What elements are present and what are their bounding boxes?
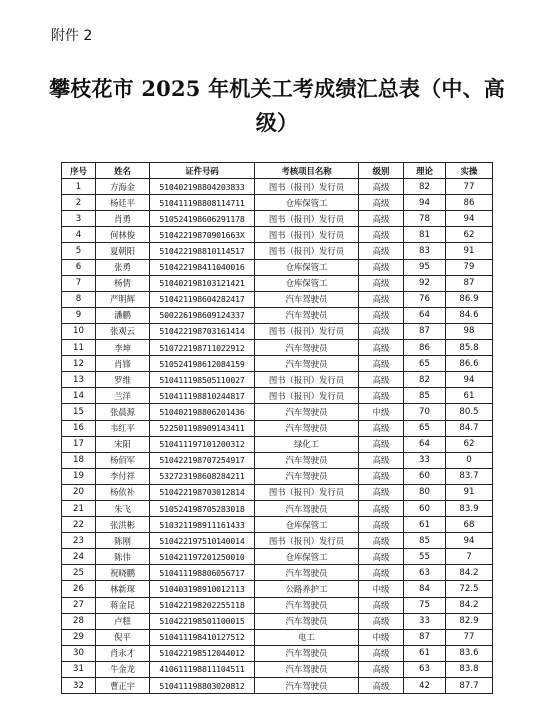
row-project: 图书（报刊）发行员 <box>255 211 359 227</box>
row-project: 汽车驾驶员 <box>255 678 359 694</box>
row-level: 高级 <box>359 645 404 661</box>
row-level: 高级 <box>359 678 404 694</box>
row-practice-score: 86.9 <box>446 291 493 307</box>
row-theory-score: 70 <box>404 404 446 420</box>
row-serial: 9 <box>62 307 96 323</box>
row-project: 公路养护工 <box>255 581 359 597</box>
row-serial: 16 <box>62 420 96 436</box>
row-project: 汽车驾驶员 <box>255 404 359 420</box>
row-serial: 21 <box>62 500 96 516</box>
row-name: 牛金龙 <box>96 661 150 677</box>
row-name: 宋阳 <box>96 436 150 452</box>
row-name: 陈伟 <box>96 549 150 565</box>
row-id-number: 510402198103121421 <box>150 275 255 291</box>
row-serial: 29 <box>62 629 96 645</box>
row-level: 高级 <box>359 549 404 565</box>
row-level: 中级 <box>359 404 404 420</box>
row-level: 高级 <box>359 452 404 468</box>
table-body <box>62 179 493 694</box>
row-id-number: 510321198911161433 <box>150 517 255 533</box>
row-project: 汽车驾驶员 <box>255 565 359 581</box>
row-project: 仓库保管工 <box>255 275 359 291</box>
row-id-number: 510403198910012113 <box>150 581 255 597</box>
row-practice-score: 83.7 <box>446 468 493 484</box>
row-id-number: 510422198703012814 <box>150 484 255 500</box>
row-level: 高级 <box>359 307 404 323</box>
table-row <box>62 259 493 275</box>
row-level: 高级 <box>359 195 404 211</box>
row-theory-score: 61 <box>404 517 446 533</box>
row-project: 图书（报刊）发行员 <box>255 484 359 500</box>
table-row <box>62 291 493 307</box>
row-name: 肖永才 <box>96 645 150 661</box>
row-serial: 3 <box>62 211 96 227</box>
table-row <box>62 468 493 484</box>
row-id-number: 510524198612084159 <box>150 356 255 372</box>
row-practice-score: 94 <box>446 211 493 227</box>
row-id-number: 510524198606291178 <box>150 211 255 227</box>
row-practice-score: 86 <box>446 195 493 211</box>
row-name: 方海金 <box>96 179 150 195</box>
row-id-number: 510422198202255118 <box>150 597 255 613</box>
row-id-number: 510422198411040016 <box>150 259 255 275</box>
row-theory-score: 81 <box>404 227 446 243</box>
row-project: 仓库保管工 <box>255 195 359 211</box>
row-name: 潘鹏 <box>96 307 150 323</box>
row-name: 何林俊 <box>96 227 150 243</box>
row-id-number: 510411198410127512 <box>150 629 255 645</box>
table-row <box>62 678 493 694</box>
row-id-number: 510422198810114517 <box>150 243 255 259</box>
table-row <box>62 517 493 533</box>
table-row <box>62 211 493 227</box>
table-row <box>62 179 493 195</box>
row-name: 韦红平 <box>96 420 150 436</box>
row-serial: 8 <box>62 291 96 307</box>
row-serial: 18 <box>62 452 96 468</box>
row-serial: 14 <box>62 388 96 404</box>
row-project: 汽车驾驶员 <box>255 468 359 484</box>
table-row <box>62 420 493 436</box>
row-theory-score: 65 <box>404 420 446 436</box>
row-serial: 7 <box>62 275 96 291</box>
row-name: 杨廷平 <box>96 195 150 211</box>
row-practice-score: 84.2 <box>446 565 493 581</box>
row-project: 汽车驾驶员 <box>255 597 359 613</box>
row-theory-score: 86 <box>404 340 446 356</box>
row-level: 高级 <box>359 420 404 436</box>
row-serial: 30 <box>62 645 96 661</box>
row-level: 高级 <box>359 597 404 613</box>
row-serial: 25 <box>62 565 96 581</box>
row-serial: 28 <box>62 613 96 629</box>
row-id-number: 500226198609124337 <box>150 307 255 323</box>
col-name-header: 姓名 <box>96 163 150 179</box>
row-theory-score: 85 <box>404 388 446 404</box>
table-row <box>62 484 493 500</box>
table-header <box>62 163 493 179</box>
table-row <box>62 581 493 597</box>
row-practice-score: 91 <box>446 484 493 500</box>
row-project: 汽车驾驶员 <box>255 291 359 307</box>
row-level: 高级 <box>359 372 404 388</box>
row-serial: 11 <box>62 340 96 356</box>
row-practice-score: 84.2 <box>446 597 493 613</box>
row-practice-score: 79 <box>446 259 493 275</box>
row-name: 张勇 <box>96 259 150 275</box>
row-name: 肖勇 <box>96 211 150 227</box>
row-project: 汽车驾驶员 <box>255 613 359 629</box>
row-name: 祝晓鹏 <box>96 565 150 581</box>
row-serial: 31 <box>62 661 96 677</box>
row-id-number: 510421197201250010 <box>150 549 255 565</box>
attachment-label: 附件 2 <box>51 28 93 44</box>
table-row <box>62 597 493 613</box>
row-project: 图书（报刊）发行员 <box>255 227 359 243</box>
row-id-number: 510411198505110027 <box>150 372 255 388</box>
row-theory-score: 83 <box>404 243 446 259</box>
row-serial: 22 <box>62 517 96 533</box>
row-practice-score: 77 <box>446 629 493 645</box>
row-level: 高级 <box>359 661 404 677</box>
table-header-row <box>62 163 493 179</box>
row-practice-score: 72.5 <box>446 581 493 597</box>
row-level: 高级 <box>359 211 404 227</box>
row-name: 张观云 <box>96 323 150 339</box>
row-id-number: 510422198707254917 <box>150 452 255 468</box>
row-theory-score: 85 <box>404 533 446 549</box>
row-id-number: 510422198512044012 <box>150 645 255 661</box>
row-id-number: 522501198909143411 <box>150 420 255 436</box>
row-level: 高级 <box>359 323 404 339</box>
row-theory-score: 63 <box>404 565 446 581</box>
row-level: 高级 <box>359 243 404 259</box>
table-row <box>62 195 493 211</box>
row-serial: 17 <box>62 436 96 452</box>
row-theory-score: 60 <box>404 500 446 516</box>
row-serial: 23 <box>62 533 96 549</box>
table-row <box>62 227 493 243</box>
row-practice-score: 62 <box>446 436 493 452</box>
row-serial: 19 <box>62 468 96 484</box>
row-practice-score: 0 <box>446 452 493 468</box>
row-id-number: 532723198608284211 <box>150 468 255 484</box>
row-name: 夏朝阳 <box>96 243 150 259</box>
row-name: 蒋金昆 <box>96 597 150 613</box>
row-project: 图书（报刊）发行员 <box>255 179 359 195</box>
row-name: 杨倩 <box>96 275 150 291</box>
table-row <box>62 356 493 372</box>
row-id-number: 510422198703161414 <box>150 323 255 339</box>
table-row <box>62 613 493 629</box>
row-level: 高级 <box>359 436 404 452</box>
table-row <box>62 436 493 452</box>
row-project: 汽车驾驶员 <box>255 500 359 516</box>
row-id-number: 510422198501100015 <box>150 613 255 629</box>
row-project: 汽车驾驶员 <box>255 661 359 677</box>
row-project: 绿化工 <box>255 436 359 452</box>
row-name: 李坤 <box>96 340 150 356</box>
page-title: 攀枝花市 2025 年机关工考成绩汇总表（中、高级） <box>49 76 505 135</box>
row-level: 高级 <box>359 356 404 372</box>
row-practice-score: 61 <box>446 388 493 404</box>
row-practice-score: 83.9 <box>446 500 493 516</box>
row-theory-score: 92 <box>404 275 446 291</box>
row-practice-score: 68 <box>446 517 493 533</box>
row-id-number: 510422197510140014 <box>150 533 255 549</box>
row-practice-score: 83.8 <box>446 661 493 677</box>
row-id-number: 510411198803020812 <box>150 678 255 694</box>
row-name: 卢糕 <box>96 613 150 629</box>
row-level: 高级 <box>359 565 404 581</box>
row-id-number: 510402198806201436 <box>150 404 255 420</box>
row-name: 杨依补 <box>96 484 150 500</box>
row-practice-score: 80.5 <box>446 404 493 420</box>
table-row <box>62 645 493 661</box>
row-id-number: 410611198811104511 <box>150 661 255 677</box>
row-id-number: 510411198806056717 <box>150 565 255 581</box>
row-practice-score: 62 <box>446 227 493 243</box>
row-id-number: 510722198711022912 <box>150 340 255 356</box>
row-practice-score: 84.7 <box>446 420 493 436</box>
row-level: 高级 <box>359 500 404 516</box>
row-theory-score: 95 <box>404 259 446 275</box>
row-id-number: 510411198808114711 <box>150 195 255 211</box>
row-serial: 5 <box>62 243 96 259</box>
col-project-header: 考核项目名称 <box>255 163 359 179</box>
table-row <box>62 661 493 677</box>
row-level: 高级 <box>359 533 404 549</box>
row-name: 张晨源 <box>96 404 150 420</box>
row-serial: 10 <box>62 323 96 339</box>
row-theory-score: 84 <box>404 581 446 597</box>
row-serial: 1 <box>62 179 96 195</box>
row-project: 电工 <box>255 629 359 645</box>
row-name: 陈刚 <box>96 533 150 549</box>
row-id-number: 510411197101200312 <box>150 436 255 452</box>
table-row <box>62 565 493 581</box>
row-theory-score: 61 <box>404 645 446 661</box>
table-row <box>62 404 493 420</box>
row-project: 图书（报刊）发行员 <box>255 533 359 549</box>
row-project: 汽车驾驶员 <box>255 307 359 323</box>
row-level: 高级 <box>359 227 404 243</box>
row-practice-score: 94 <box>446 372 493 388</box>
row-practice-score: 77 <box>446 179 493 195</box>
row-level: 高级 <box>359 291 404 307</box>
row-practice-score: 7 <box>446 549 493 565</box>
row-serial: 24 <box>62 549 96 565</box>
row-serial: 15 <box>62 404 96 420</box>
row-theory-score: 60 <box>404 468 446 484</box>
row-theory-score: 64 <box>404 307 446 323</box>
row-level: 高级 <box>359 275 404 291</box>
row-theory-score: 94 <box>404 195 446 211</box>
row-serial: 32 <box>62 678 96 694</box>
score-table <box>61 162 493 694</box>
row-name: 张洪彬 <box>96 517 150 533</box>
row-serial: 27 <box>62 597 96 613</box>
row-serial: 12 <box>62 356 96 372</box>
col-theory-header: 理论 <box>404 163 446 179</box>
row-project: 仓库保管工 <box>255 259 359 275</box>
row-theory-score: 55 <box>404 549 446 565</box>
row-name: 罗维 <box>96 372 150 388</box>
row-name: 兰洋 <box>96 388 150 404</box>
row-practice-score: 87 <box>446 275 493 291</box>
row-name: 李付祥 <box>96 468 150 484</box>
row-name: 肖锋 <box>96 356 150 372</box>
row-project: 汽车驾驶员 <box>255 452 359 468</box>
row-theory-score: 65 <box>404 356 446 372</box>
table-row <box>62 243 493 259</box>
row-theory-score: 75 <box>404 597 446 613</box>
row-project: 汽车驾驶员 <box>255 420 359 436</box>
table-row <box>62 629 493 645</box>
row-theory-score: 82 <box>404 372 446 388</box>
row-serial: 4 <box>62 227 96 243</box>
row-practice-score: 98 <box>446 323 493 339</box>
row-theory-score: 87 <box>404 323 446 339</box>
col-serial-header: 序号 <box>62 163 96 179</box>
row-project: 汽车驾驶员 <box>255 340 359 356</box>
row-practice-score: 86.6 <box>446 356 493 372</box>
row-project: 图书（报刊）发行员 <box>255 388 359 404</box>
row-name: 朱飞 <box>96 500 150 516</box>
table-row <box>62 452 493 468</box>
row-theory-score: 33 <box>404 613 446 629</box>
table-row <box>62 533 493 549</box>
row-serial: 26 <box>62 581 96 597</box>
table-row <box>62 340 493 356</box>
row-id-number: 51042219870901663X <box>150 227 255 243</box>
table-row <box>62 307 493 323</box>
row-theory-score: 42 <box>404 678 446 694</box>
row-id-number: 510411198810244817 <box>150 388 255 404</box>
table-row <box>62 372 493 388</box>
row-project: 图书（报刊）发行员 <box>255 372 359 388</box>
table-row <box>62 323 493 339</box>
row-level: 高级 <box>359 259 404 275</box>
row-theory-score: 87 <box>404 629 446 645</box>
table-row <box>62 275 493 291</box>
row-name: 曹正宇 <box>96 678 150 694</box>
row-project: 仓库保管工 <box>255 549 359 565</box>
row-theory-score: 33 <box>404 452 446 468</box>
col-practice-header: 实操 <box>446 163 493 179</box>
col-level-header: 级别 <box>359 163 404 179</box>
row-theory-score: 78 <box>404 211 446 227</box>
row-practice-score: 84.6 <box>446 307 493 323</box>
row-serial: 6 <box>62 259 96 275</box>
row-level: 中级 <box>359 629 404 645</box>
row-level: 高级 <box>359 468 404 484</box>
row-level: 高级 <box>359 388 404 404</box>
row-level: 高级 <box>359 517 404 533</box>
row-name: 倪平 <box>96 629 150 645</box>
row-project: 仓库保管工 <box>255 517 359 533</box>
row-serial: 2 <box>62 195 96 211</box>
row-level: 中级 <box>359 581 404 597</box>
row-level: 高级 <box>359 484 404 500</box>
table-row <box>62 500 493 516</box>
row-practice-score: 83.6 <box>446 645 493 661</box>
row-practice-score: 94 <box>446 533 493 549</box>
row-theory-score: 64 <box>404 436 446 452</box>
row-project: 汽车驾驶员 <box>255 356 359 372</box>
row-theory-score: 63 <box>404 661 446 677</box>
row-project: 汽车驾驶员 <box>255 645 359 661</box>
row-id-number: 510524198705283018 <box>150 500 255 516</box>
row-name: 严明辉 <box>96 291 150 307</box>
row-project: 图书（报刊）发行员 <box>255 323 359 339</box>
table-row <box>62 549 493 565</box>
row-theory-score: 80 <box>404 484 446 500</box>
row-name: 杨佰军 <box>96 452 150 468</box>
row-theory-score: 82 <box>404 179 446 195</box>
row-level: 高级 <box>359 613 404 629</box>
row-id-number: 510402198804203833 <box>150 179 255 195</box>
row-practice-score: 87.7 <box>446 678 493 694</box>
row-project: 图书（报刊）发行员 <box>255 243 359 259</box>
row-practice-score: 82.9 <box>446 613 493 629</box>
row-serial: 13 <box>62 372 96 388</box>
row-serial: 20 <box>62 484 96 500</box>
row-level: 高级 <box>359 179 404 195</box>
row-id-number: 510421198604282417 <box>150 291 255 307</box>
row-theory-score: 76 <box>404 291 446 307</box>
row-practice-score: 85.8 <box>446 340 493 356</box>
row-name: 林新琛 <box>96 581 150 597</box>
row-practice-score: 91 <box>446 243 493 259</box>
table-row <box>62 388 493 404</box>
score-table-container <box>61 162 492 694</box>
col-id-header: 证件号码 <box>150 163 255 179</box>
row-level: 高级 <box>359 340 404 356</box>
